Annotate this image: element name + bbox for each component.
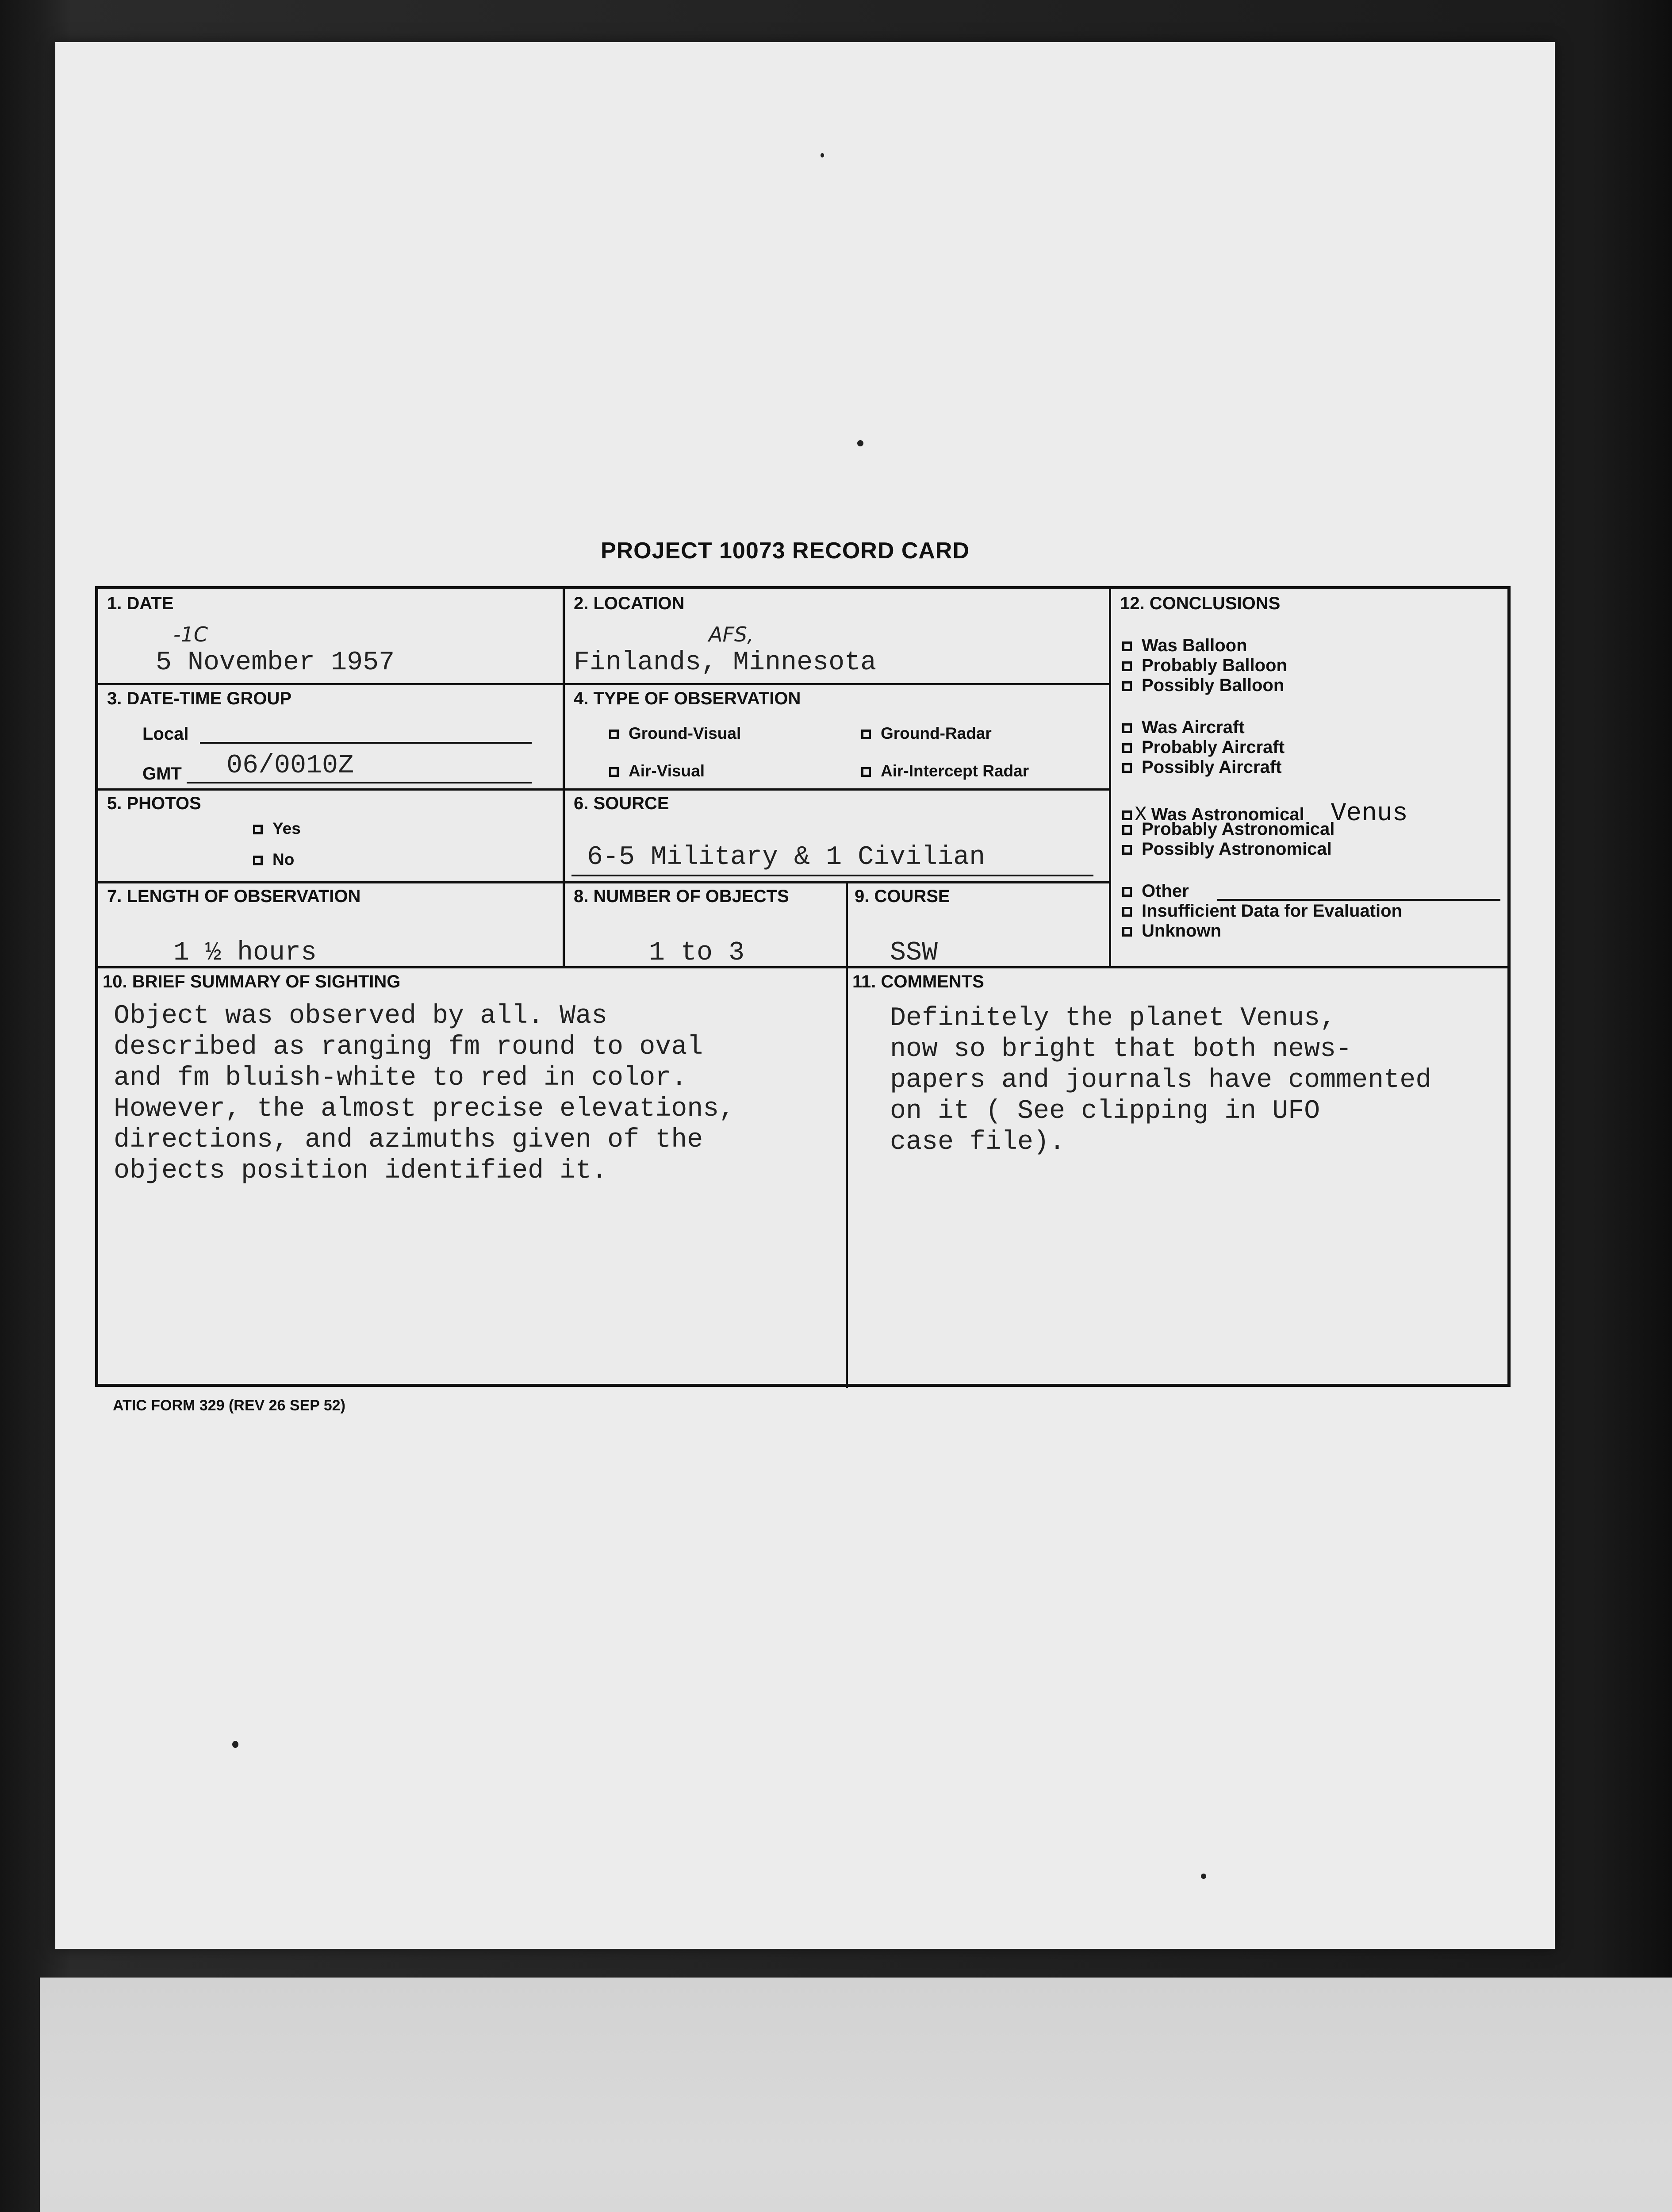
comments-label: 11. COMMENTS (852, 972, 984, 991)
checkbox-icon (1122, 907, 1132, 917)
check-mark: X (1135, 803, 1147, 826)
date-label: 1. DATE (107, 594, 174, 613)
conclusion-was-balloon[interactable] (1122, 636, 1247, 656)
gmt-underline (187, 782, 532, 783)
checkbox-checked-icon (253, 856, 263, 865)
brief-summary-label: 10. BRIEF SUMMARY OF SIGHTING (103, 972, 401, 991)
checkbox-icon (861, 767, 871, 777)
conclusion-text: Insufficient Data for Evaluation (1142, 901, 1402, 921)
conclusion-text: Was Astronomical (1151, 805, 1304, 824)
lower-board (40, 1978, 1672, 2212)
conclusion-possibly-balloon[interactable] (1122, 676, 1284, 695)
photos-yes-option[interactable] (253, 819, 301, 838)
checkbox-icon (609, 767, 619, 777)
ground-visual-option[interactable] (609, 724, 741, 743)
location-value: Finlands, Minnesota (574, 648, 877, 678)
scan-speck (1201, 1874, 1206, 1879)
local-label: Local (142, 724, 189, 744)
astronomical-note: Venus (1331, 799, 1408, 828)
divider-row2 (98, 788, 1111, 791)
conclusion-probably-aircraft[interactable] (1122, 737, 1285, 757)
other-underline (1217, 899, 1500, 901)
checkbox-icon (861, 730, 871, 739)
conclusion-text: Probably Balloon (1142, 656, 1287, 675)
air-visual-option[interactable] (609, 762, 705, 780)
checkbox-icon (1122, 845, 1132, 855)
location-annotation: AFS, (709, 622, 754, 646)
photos-no-text: No (272, 850, 295, 868)
record-card (95, 586, 1511, 1387)
checkbox-icon (1122, 661, 1132, 671)
conclusion-text: Possibly Balloon (1142, 676, 1285, 695)
course-label: 9. COURSE (855, 887, 950, 906)
conclusion-text: Was Aircraft (1142, 718, 1245, 737)
air-intercept-radar-option[interactable] (861, 762, 1029, 780)
ground-radar-text: Ground-Radar (881, 724, 992, 742)
air-intercept-radar-text: Air-Intercept Radar (881, 762, 1029, 780)
location-label: 2. LOCATION (574, 594, 685, 613)
conclusion-other[interactable] (1122, 881, 1189, 901)
photos-no-option[interactable] (253, 850, 294, 869)
comments-text: Definitely the planet Venus, now so bright that both news- papers and journals have commented on it ( See clipping in UFO case file). (890, 1003, 1432, 1157)
length-of-observation-label: 7. LENGTH OF OBSERVATION (107, 887, 361, 906)
checkbox-icon (1122, 887, 1132, 897)
checkbox-icon (1122, 825, 1132, 835)
card-title: PROJECT 10073 RECORD CARD (600, 538, 970, 564)
conclusions-label: 12. CONCLUSIONS (1120, 594, 1281, 613)
divider-row1 (98, 683, 1111, 685)
number-of-objects-label: 8. NUMBER OF OBJECTS (574, 887, 789, 906)
conclusion-possibly-aircraft[interactable] (1122, 757, 1281, 777)
gmt-value: 06/0010Z (226, 751, 354, 781)
checkbox-checked-icon (609, 730, 619, 739)
conclusion-text: Probably Astronomical (1142, 819, 1335, 839)
gmt-label: GMT (142, 764, 182, 783)
air-visual-text: Air-Visual (629, 762, 705, 780)
conclusion-text: Other (1142, 881, 1189, 901)
date-value: 5 November 1957 (156, 648, 395, 678)
source-label: 6. SOURCE (574, 794, 669, 813)
divider-col1 (563, 589, 565, 966)
divider-col4 (846, 881, 848, 966)
form-footer: ATIC FORM 329 (REV 26 SEP 52) (113, 1397, 345, 1414)
conclusion-unknown[interactable] (1122, 921, 1221, 941)
checkbox-icon (1122, 681, 1132, 691)
conclusion-text: Probably Aircraft (1142, 737, 1285, 757)
length-of-observation-value: 1 ½ hours (173, 938, 317, 968)
type-of-observation-label: 4. TYPE OF OBSERVATION (574, 689, 801, 708)
scan-speck (857, 440, 863, 446)
date-time-group-label: 3. DATE-TIME GROUP (107, 689, 292, 708)
scan-speck (232, 1741, 238, 1748)
date-annotation: -1C (173, 622, 208, 646)
divider-row3 (98, 881, 1111, 883)
conclusion-text: Unknown (1142, 921, 1221, 941)
photos-label: 5. PHOTOS (107, 794, 201, 813)
scan-speck (821, 153, 824, 157)
conclusion-text: Was Balloon (1142, 636, 1247, 655)
ground-radar-option[interactable] (861, 724, 992, 743)
divider-col2 (1109, 589, 1111, 966)
ground-visual-text: Ground-Visual (629, 724, 741, 742)
source-value: 6-5 Military & 1 Civilian (587, 842, 986, 872)
checkbox-icon (1122, 723, 1132, 733)
conclusion-was-aircraft[interactable] (1122, 718, 1245, 737)
checkbox-icon (253, 825, 263, 834)
course-value: SSW (890, 938, 938, 968)
checkbox-icon (1122, 927, 1132, 937)
brief-summary-text: Object was observed by all. Was described as ranging fm round to oval and fm bluish-white to red in color. However, the almost precise elevations, directions, and azimuths given of the objects position identified it. (114, 1001, 735, 1186)
conclusion-possibly-astronomical[interactable] (1122, 839, 1332, 859)
checkbox-icon (1122, 763, 1132, 773)
photos-yes-text: Yes (272, 819, 301, 837)
conclusion-insufficient-data[interactable] (1122, 901, 1402, 921)
number-of-objects-value: 1 to 3 (649, 938, 745, 968)
local-underline (200, 742, 532, 744)
conclusion-text: Possibly Astronomical (1142, 839, 1332, 859)
source-underline (571, 875, 1093, 876)
checkbox-icon (1122, 641, 1132, 651)
conclusion-text: Possibly Aircraft (1142, 757, 1282, 777)
checkbox-icon (1122, 743, 1132, 753)
conclusion-probably-astronomical[interactable] (1122, 819, 1335, 839)
conclusion-probably-balloon[interactable] (1122, 656, 1287, 676)
